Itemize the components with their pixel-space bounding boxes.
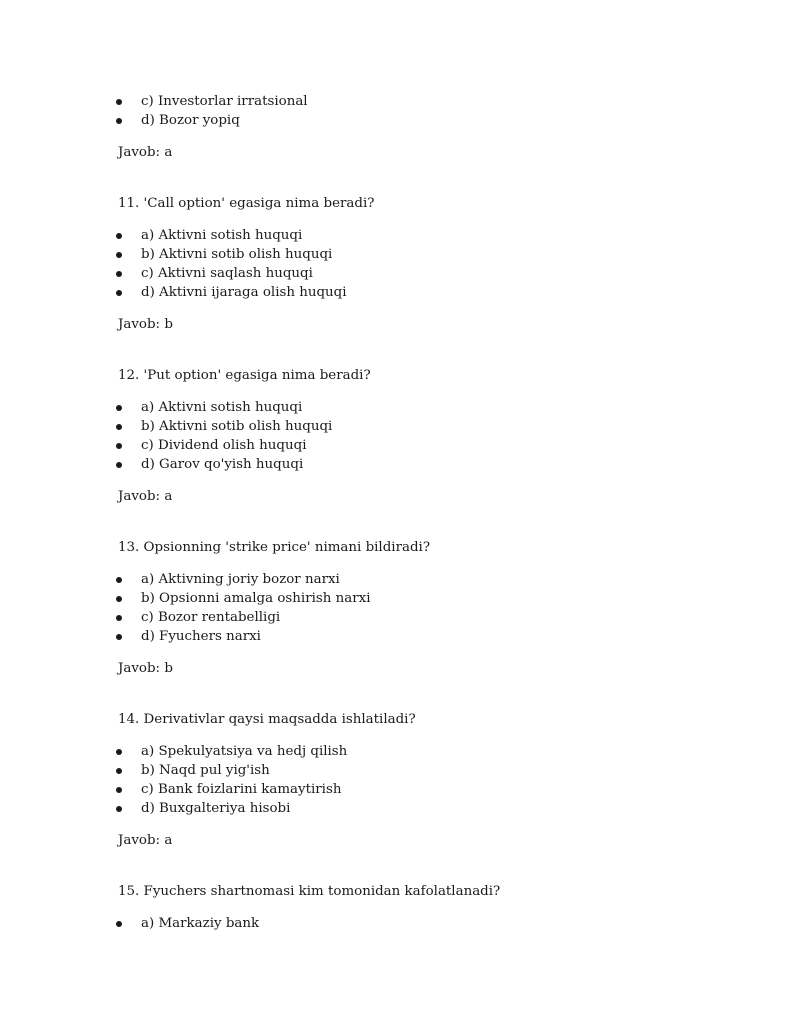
bullet-icon xyxy=(116,99,122,105)
option-text: c) Investorlar irratsional xyxy=(141,94,308,109)
option-text: d) Aktivni ijaraga olish huquqi xyxy=(141,285,347,300)
answer-text: Javob: a xyxy=(118,145,173,160)
option-text: a) Aktivning joriy bozor narxi xyxy=(141,572,340,587)
bullet-icon xyxy=(116,424,122,430)
option-text: b) Naqd pul yig'ish xyxy=(141,763,270,778)
question-title: 12. 'Put option' egasiga nima beradi? xyxy=(118,368,371,383)
bullet-icon xyxy=(116,462,122,468)
question-title: 13. Opsionning 'strike price' nimani bildiradi? xyxy=(118,540,430,555)
bullet-icon xyxy=(116,596,122,602)
question-title: 14. Derivativlar qaysi maqsadda ishlatiladi? xyxy=(118,712,416,727)
option-text: a) Spekulyatsiya va hedj qilish xyxy=(141,744,348,759)
option-text: a) Markaziy bank xyxy=(141,916,260,931)
option-text: a) Aktivni sotish huquqi xyxy=(141,228,303,243)
option-text: b) Opsionni amalga oshirish narxi xyxy=(141,591,371,606)
question-title: 11. 'Call option' egasiga nima beradi? xyxy=(118,196,375,211)
option-text: c) Aktivni saqlash huquqi xyxy=(141,266,313,281)
bullet-icon xyxy=(116,290,122,296)
bullet-icon xyxy=(116,921,122,927)
bullet-icon xyxy=(116,233,122,239)
bullet-icon xyxy=(116,806,122,812)
bullet-icon xyxy=(116,577,122,583)
bullet-icon xyxy=(116,615,122,621)
option-text: c) Bozor rentabelligi xyxy=(141,610,281,625)
option-text: b) Aktivni sotib olish huquqi xyxy=(141,247,333,262)
bullet-icon xyxy=(116,768,122,774)
option-text: d) Buxgalteriya hisobi xyxy=(141,801,291,816)
option-text: d) Fyuchers narxi xyxy=(141,629,261,644)
option-text: a) Aktivni sotish huquqi xyxy=(141,400,303,415)
answer-text: Javob: b xyxy=(118,661,173,676)
answer-text: Javob: b xyxy=(118,317,173,332)
option-text: d) Bozor yopiq xyxy=(141,113,240,128)
option-text: d) Garov qo'yish huquqi xyxy=(141,457,304,472)
answer-text: Javob: a xyxy=(118,489,173,504)
bullet-icon xyxy=(116,405,122,411)
question-title: 15. Fyuchers shartnomasi kim tomonidan kafolatlanadi? xyxy=(118,884,501,899)
option-text: c) Bank foizlarini kamaytirish xyxy=(141,782,342,797)
bullet-icon xyxy=(116,749,122,755)
bullet-icon xyxy=(116,443,122,449)
bullet-icon xyxy=(116,271,122,277)
answer-text: Javob: a xyxy=(118,833,173,848)
option-text: b) Aktivni sotib olish huquqi xyxy=(141,419,333,434)
bullet-icon xyxy=(116,252,122,258)
bullet-icon xyxy=(116,787,122,793)
bullet-icon xyxy=(116,118,122,124)
option-text: c) Dividend olish huquqi xyxy=(141,438,307,453)
bullet-icon xyxy=(116,634,122,640)
